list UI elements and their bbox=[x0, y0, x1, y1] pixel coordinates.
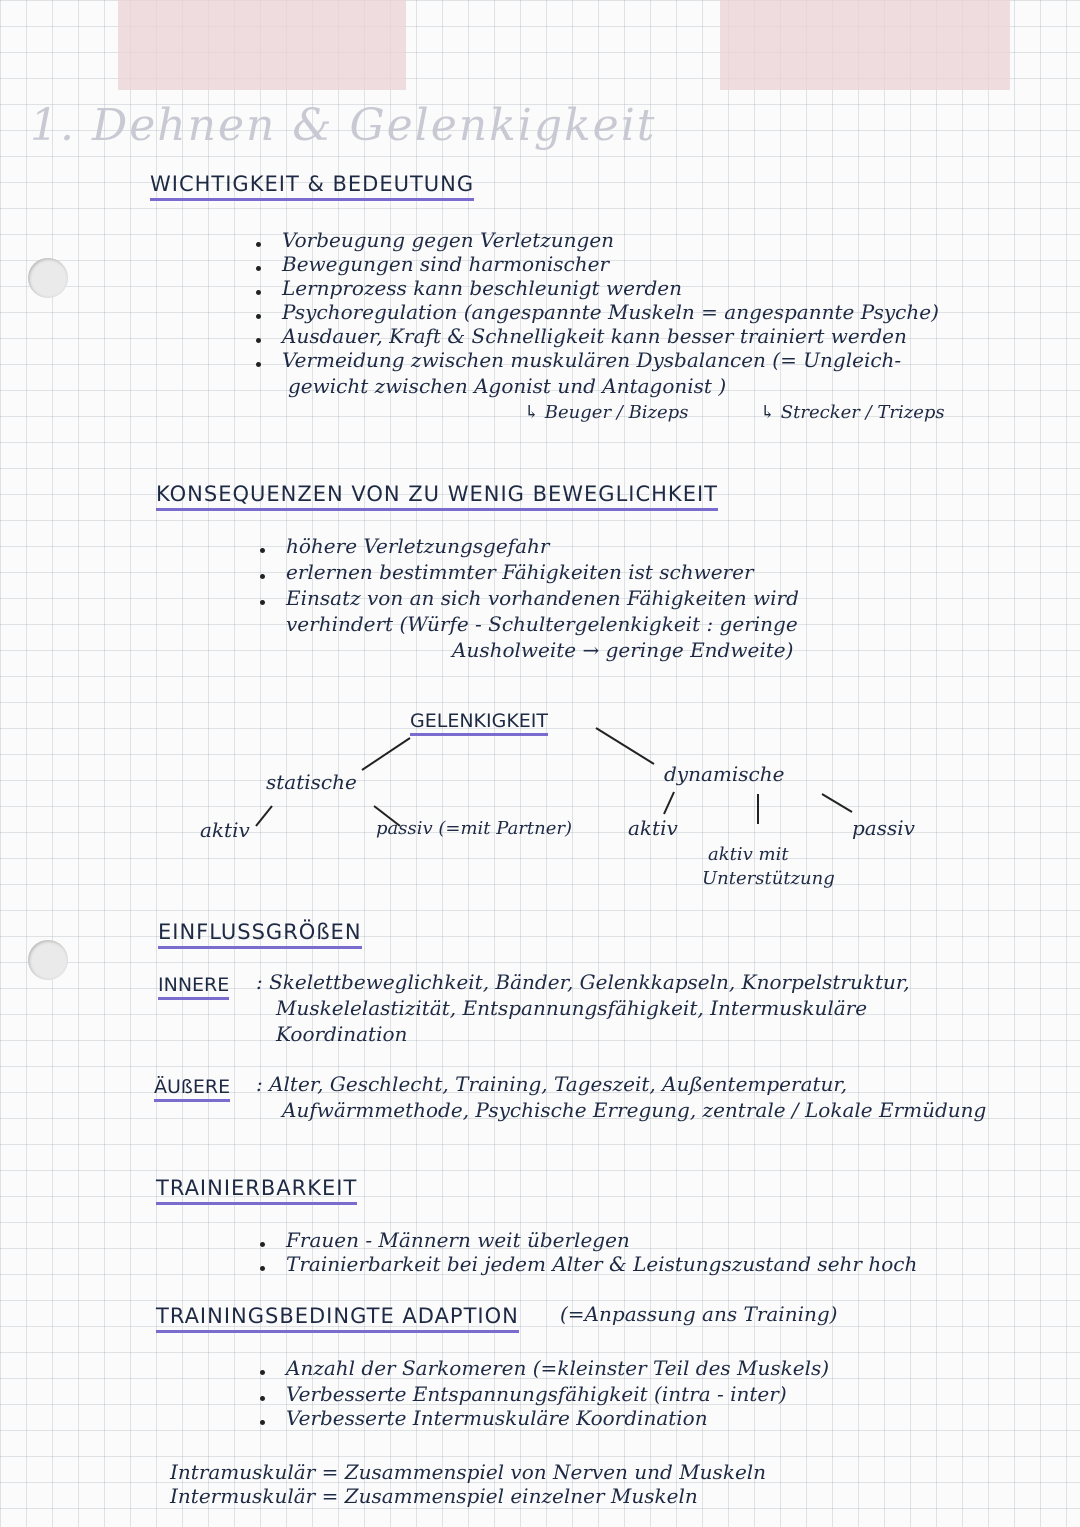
definition-intra: Intramuskulär = Zusammenspiel von Nerven und Muskeln bbox=[170, 1460, 767, 1484]
bullet bbox=[260, 1420, 265, 1425]
list-item: Lernprozess kann beschleunigt werden bbox=[282, 276, 682, 300]
heading-wichtigkeit: WICHTIGKEIT & BEDEUTUNG bbox=[150, 172, 474, 201]
heading-adaption: TRAININGSBEDINGTE ADAPTION bbox=[156, 1304, 519, 1333]
bullet bbox=[260, 1396, 265, 1401]
text-line: Koordination bbox=[276, 1022, 408, 1046]
heading-einflussgroessen: EINFLUSSGRÖßEN bbox=[158, 920, 362, 949]
text-line: Aufwärmmethode, Psychische Erregung, zentrale / Lokale Ermüdung bbox=[282, 1098, 987, 1122]
list-item: Vermeidung zwischen muskulären Dysbalancen (= Ungleich- bbox=[282, 348, 902, 372]
sub-note-antagonist: ↳ Strecker / Trizeps bbox=[760, 402, 945, 423]
list-item: Trainierbarkeit bei jedem Alter & Leistungszustand sehr hoch bbox=[286, 1252, 918, 1276]
bullet bbox=[260, 1242, 265, 1247]
bullet bbox=[260, 1266, 265, 1271]
list-item: höhere Verletzungsgefahr bbox=[286, 534, 550, 558]
list-item-continuation: gewicht zwischen Agonist und Antagonist ) bbox=[288, 374, 727, 398]
list-item: Einsatz von an sich vorhandenen Fähigkeiten wird bbox=[286, 586, 799, 610]
list-item: Frauen - Männern weit überlegen bbox=[286, 1228, 630, 1252]
text-line: : Alter, Geschlecht, Training, Tageszeit, Außentemperatur, bbox=[256, 1072, 848, 1096]
list-item: Anzahl der Sarkomeren (=kleinster Teil des Muskels) bbox=[286, 1356, 830, 1380]
diagram-leaf: passiv (=mit Partner) bbox=[376, 818, 573, 839]
sub-note-agonist: ↳ Beuger / Bizeps bbox=[524, 402, 689, 423]
list-item: Verbesserte Intermuskuläre Koordination bbox=[286, 1406, 708, 1430]
text-line: : Skelettbeweglichkeit, Bänder, Gelenkkapseln, Knorpelstruktur, bbox=[256, 970, 910, 994]
text-line: Muskelelastizität, Entspannungsfähigkeit, Intermuskuläre bbox=[276, 996, 868, 1020]
heading-trainierbarkeit: TRAINIERBARKEIT bbox=[156, 1176, 357, 1205]
diagram-leaf: aktiv bbox=[628, 816, 678, 840]
list-item: Verbesserte Entspannungsfähigkeit (intra - inter) bbox=[286, 1382, 787, 1406]
list-item: erlernen bestimmter Fähigkeiten ist schwerer bbox=[286, 560, 754, 584]
definition-inter: Intermuskulär = Zusammenspiel einzelner Muskeln bbox=[170, 1484, 698, 1508]
heading-konsequenzen: KONSEQUENZEN VON ZU WENIG BEWEGLICHKEIT bbox=[156, 482, 718, 511]
list-item: Bewegungen sind harmonischer bbox=[282, 252, 610, 276]
diagram-leaf: Unterstützung bbox=[702, 868, 835, 889]
diagram-leaf: passiv bbox=[852, 816, 915, 840]
diagram-leaf: aktiv bbox=[200, 818, 250, 842]
list-item-continuation: Ausholweite → geringe Endweite) bbox=[452, 638, 794, 662]
diagram-root: GELENKIGKEIT bbox=[410, 710, 548, 736]
heading-note: (=Anpassung ans Training) bbox=[560, 1302, 838, 1326]
list-item-continuation: verhindert (Würfe - Schultergelenkigkeit : geringe bbox=[286, 612, 798, 636]
label-aeussere: ÄUßERE bbox=[154, 1076, 230, 1102]
diagram-node-dynamisch: dynamische bbox=[664, 762, 785, 786]
list-item: Ausdauer, Kraft & Schnelligkeit kann besser trainiert werden bbox=[282, 324, 907, 348]
label-innere: INNERE bbox=[158, 974, 229, 1000]
diagram-node-statisch: statische bbox=[266, 770, 357, 794]
list-item: Vorbeugung gegen Verletzungen bbox=[282, 228, 615, 252]
list-item: Psychoregulation (angespannte Muskeln = angespannte Psyche) bbox=[282, 300, 939, 324]
bullet bbox=[260, 1370, 265, 1375]
diagram-leaf: aktiv mit bbox=[708, 844, 789, 865]
page-title: 1. Dehnen & Gelenkigkeit bbox=[30, 100, 657, 151]
